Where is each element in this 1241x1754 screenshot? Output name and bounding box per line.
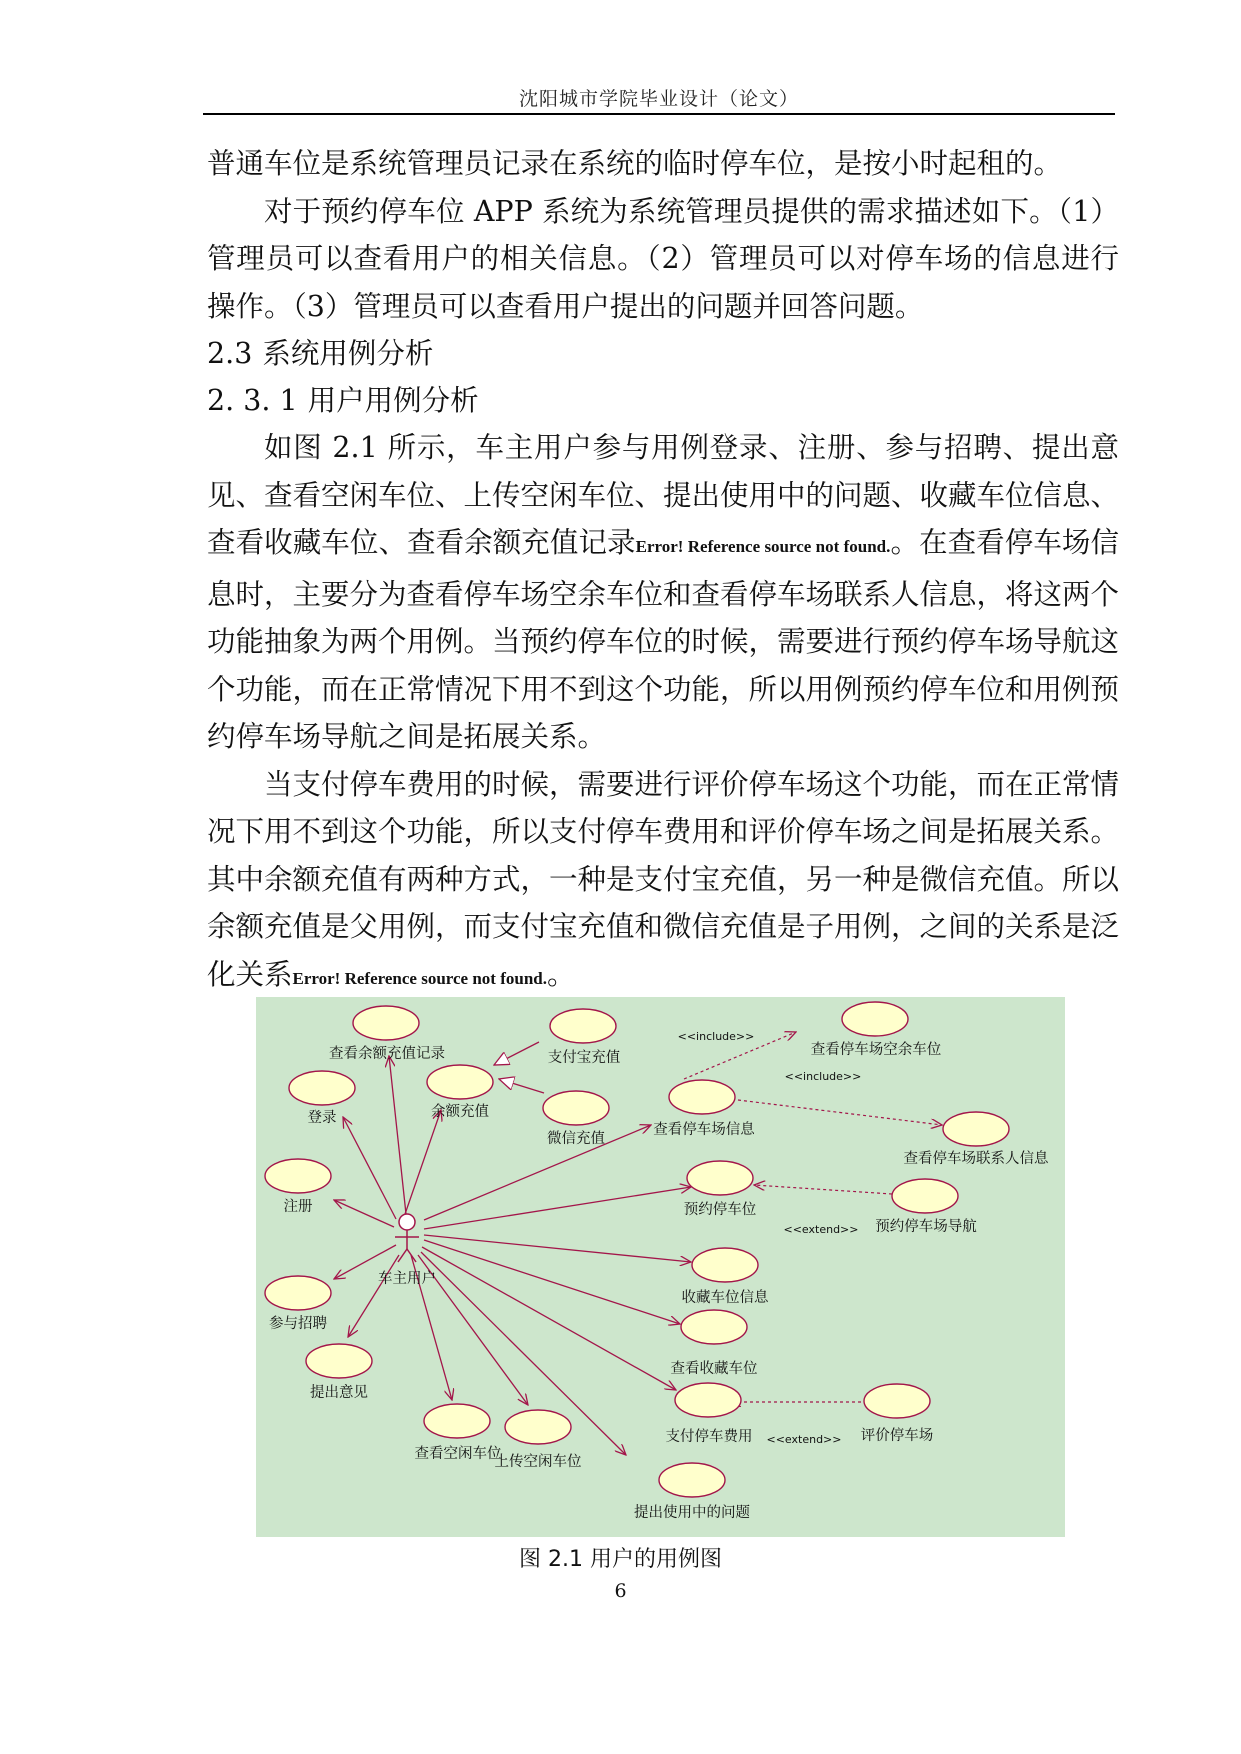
header-rule	[203, 113, 1115, 115]
label-opinion: 提出意见	[310, 1385, 368, 1401]
page-number: 6	[614, 1580, 627, 1602]
generalization-wechat	[499, 1079, 544, 1093]
use-case-balance-record	[353, 1006, 419, 1040]
use-case-view-free	[424, 1404, 490, 1438]
paragraph-4-text-b: 。	[547, 957, 576, 991]
stereotype-include-1: <<include>>	[677, 1030, 755, 1043]
use-case-diagram-svg	[256, 997, 1065, 1537]
assoc-recharge	[404, 1110, 441, 1217]
label-collect: 收藏车位信息	[681, 1290, 769, 1306]
label-wechat: 微信充值	[547, 1131, 605, 1147]
use-case-diagram	[256, 997, 1065, 1537]
paragraph-3	[207, 424, 1119, 761]
use-case-labels	[269, 1040, 1049, 1521]
use-case-recharge	[427, 1065, 493, 1099]
use-case-upload-free	[505, 1410, 571, 1444]
label-navigate: 预约停车场导航	[875, 1219, 977, 1235]
use-case-view-collect	[681, 1310, 747, 1344]
figure-caption: 图 2.1 用户的用例图	[519, 1547, 722, 1572]
label-view-collect: 查看收藏车位	[670, 1361, 758, 1377]
section-number: 2.3	[207, 337, 253, 370]
use-case-view-lot	[669, 1080, 735, 1114]
label-upload-free: 上传空闲车位	[494, 1454, 582, 1470]
assoc-pay	[422, 1247, 676, 1390]
label-alipay: 支付宝充值	[547, 1050, 621, 1066]
label-actor: 车主用户	[378, 1271, 436, 1287]
use-case-alipay	[550, 1009, 616, 1043]
section-title: 系统用例分析	[262, 337, 434, 370]
paragraph-2: 对于预约停车位 APP 系统为系统管理员提供的需求描述如下。（1）管理员可以查看用户的相关信息。（2）管理员可以对停车场的信息进行操作。（3）管理员可以查看用户提出的问题并回答问题。	[207, 194, 1119, 323]
assoc-view-lot	[424, 1125, 651, 1220]
paragraph-3-text-a: 如图 2.1 所示，车主用户参与用例登录、注册、参与招聘、提出意见、查看空闲车位、上传空闲车位、提出使用中的问题、收藏车位信息、查看收藏车位、查看余额充值记录	[207, 431, 1120, 559]
reference-error: Error! Reference source not found.	[635, 537, 891, 556]
reference-error: Error! Reference source not found.	[292, 968, 547, 988]
extend-navigate	[754, 1185, 892, 1194]
assoc-collect	[424, 1235, 691, 1262]
stereotype-extend-2: <<extend>>	[766, 1433, 842, 1446]
assoc-balance-record	[389, 1056, 406, 1214]
use-case-problem	[659, 1463, 725, 1497]
generalization-lines	[494, 1042, 544, 1093]
paragraph-1: 普通车位是系统管理员记录在系统的临时停车位，是按小时起租的。	[207, 147, 1063, 180]
label-pay: 支付停车费用	[665, 1429, 753, 1445]
label-register: 注册	[283, 1199, 313, 1215]
label-balance-record: 查看余额充值记录	[329, 1046, 445, 1062]
include-lot-contact	[738, 1100, 942, 1125]
label-evaluate: 评价停车场	[860, 1428, 934, 1444]
body-text	[207, 140, 1119, 1002]
running-header: 沈阳城市学院毕业设计（论文）	[518, 88, 799, 110]
assoc-reserve	[424, 1187, 691, 1229]
paragraph-4-text-a: 当支付停车费用的时候，需要进行评价停车场这个功能，而在正常情况下用不到这个功能，所以支付停车费用和评价停车场之间是拓展关系。其中余额充值有两种方式，一种是支付宝充值，另一种是微信充值。所以余额充值是父用例，而支付宝充值和微信充值是子用例，之间的关系是泛化关系	[207, 767, 1120, 991]
label-lot-contact: 查看停车场联系人信息	[903, 1151, 1049, 1167]
use-case-wechat	[543, 1091, 609, 1125]
use-case-collect	[692, 1248, 758, 1282]
label-view-lot: 查看停车场信息	[653, 1122, 755, 1138]
use-case-reserve	[687, 1161, 753, 1195]
use-case-register	[265, 1159, 331, 1193]
use-case-lot-contact	[943, 1112, 1009, 1146]
association-lines	[334, 1056, 691, 1455]
label-reserve: 预约停车位	[683, 1202, 757, 1218]
assoc-view-collect	[424, 1240, 680, 1324]
paragraph-4	[207, 761, 1119, 1003]
section-title: 用户用例分析	[307, 384, 479, 417]
use-case-evaluate	[864, 1384, 930, 1418]
paragraph-3-text-b: 。在查看停车场信息时，主要分为查看停车场空余车位和查看停车场联系人信息，将这两个功能抽象为两个用例。当预约停车位的时候，需要进行预约停车场导航这个功能，而在正常情况下用不到这个功能，所以用例预约停车位和用例预约停车场导航之间是拓展关系。	[207, 526, 1120, 753]
section-heading-2-3	[207, 330, 1119, 377]
section-heading-2-3-1	[207, 377, 1119, 424]
assoc-register	[334, 1200, 394, 1227]
use-case-navigate	[892, 1179, 958, 1213]
use-case-login	[289, 1071, 355, 1105]
label-problem: 提出使用中的问题	[634, 1505, 750, 1521]
use-case-pay	[675, 1383, 741, 1417]
stereotype-extend-1: <<extend>>	[783, 1223, 859, 1236]
use-case-ellipses	[265, 1002, 1009, 1497]
use-case-opinion	[306, 1344, 372, 1378]
label-recharge: 余额充值	[431, 1104, 489, 1120]
section-number: 2. 3. 1	[207, 384, 298, 417]
label-view-free: 查看空闲车位	[414, 1446, 502, 1462]
label-lot-free: 查看停车场空余车位	[810, 1042, 942, 1058]
label-login: 登录	[307, 1110, 337, 1126]
label-recruit: 参与招聘	[269, 1316, 327, 1332]
stereotype-include-2: <<include>>	[784, 1070, 862, 1083]
generalization-alipay	[494, 1042, 539, 1065]
use-case-lot-free	[842, 1002, 908, 1036]
assoc-login	[343, 1117, 396, 1219]
use-case-recruit	[265, 1276, 331, 1310]
